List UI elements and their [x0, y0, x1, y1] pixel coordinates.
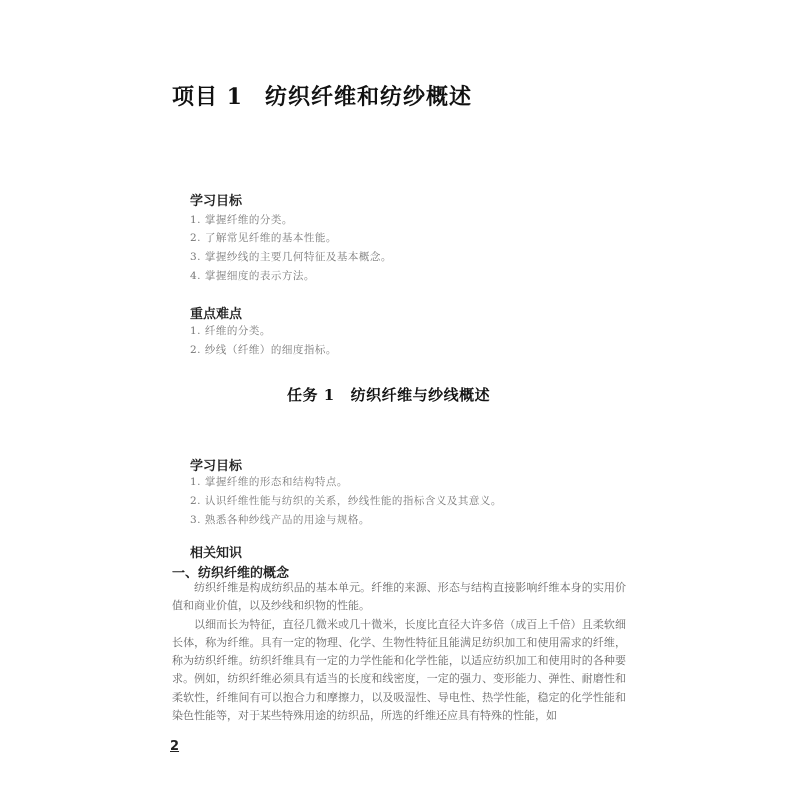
learning-goal-item: 3. 掌握纱线的主要几何特征及基本概念。: [190, 251, 392, 263]
subsection-heading: 一、纺织纤维的概念: [172, 566, 290, 581]
task-number: 任务 1: [287, 386, 335, 404]
learning-goal-item: 2. 了解常见纤维的基本性能。: [190, 232, 337, 244]
learning-goal-item: 1. 掌握纤维的分类。: [190, 214, 293, 226]
task-title-text: 纺织纤维与纱线概述: [350, 386, 491, 404]
page-number: 2: [170, 739, 180, 754]
project-title-text: 纺织纤维和纺纱概述: [264, 84, 472, 110]
body-text: [172, 579, 626, 725]
learning-goal-item-2: 1. 掌握纤维的形态和结构特点。: [190, 476, 348, 488]
learning-goal-item-2: 2. 认识纤维性能与纺织的关系，纱线性能的指标含义及其意义。: [190, 495, 502, 507]
paragraph: 以细而长为特征，直径几微米或几十微米，长度比直径大许多倍（成百上千倍）且柔软细长体，称为纤维。具有一定的物理、化学、生物性特征且能满足纺织加工和使用需求的纤维，称为纺织纤维。纺织纤维具有一定的力学性能和化学性能，以适应纺织加工和使用时的各种要求。例如，纺织纤维必须具有适当的长度和线密度，一定的强力、变形能力、弹性、耐磨性和柔软性，纤维间有可以抱合力和摩擦力，以及吸湿性、导电性、热学性能，稳定的化学性能和染色性能等，对于某些特殊用途的纺织品，所选的纤维还应具有特殊的性能，如: [172, 617, 626, 723]
learning-goal-item: 4. 掌握细度的表示方法。: [190, 270, 315, 282]
learning-goals-heading: 学习目标: [190, 194, 243, 209]
paragraph: 纺织纤维是构成纺织品的基本单元。纤维的来源、形态与结构直接影响纤维本身的实用价值和商业价值，以及纱线和织物的性能。: [172, 581, 626, 613]
task-title: [287, 384, 490, 405]
key-point-item: 1. 纤维的分类。: [190, 325, 271, 337]
related-knowledge-heading: 相关知识: [190, 546, 243, 561]
learning-goals-heading-2: 学习目标: [190, 459, 243, 474]
key-points-heading: 重点难点: [190, 307, 243, 322]
project-number: 项目 1: [172, 84, 243, 110]
learning-goal-item-2: 3. 熟悉各种纱线产品的用途与规格。: [190, 514, 370, 526]
project-title: [172, 80, 472, 111]
key-point-item: 2. 纱线（纤维）的细度指标。: [190, 344, 337, 356]
